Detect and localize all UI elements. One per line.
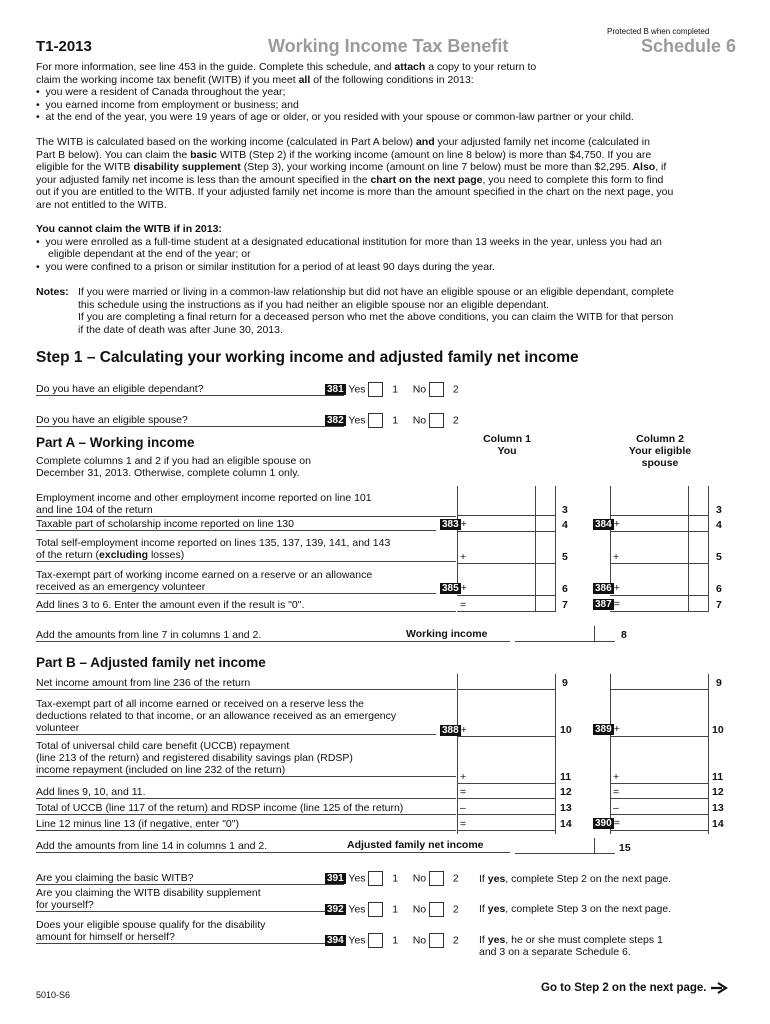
line-10-col1-field[interactable] xyxy=(457,724,556,737)
condition-bullet: • at the end of the year, you were 19 years of age or older, or you resided with your spouse or common-law partner or your child. xyxy=(36,111,634,123)
line-4-col2-field[interactable] xyxy=(610,519,709,532)
line-7-label: Add lines 3 to 6. Enter the amount even if the result is "0". xyxy=(36,599,456,612)
line-11-col1-field[interactable] xyxy=(457,771,556,784)
notes: Notes: If you were married or living in a common-law relationship but did not have an eligible spouse or an eligible dependant, complete this schedule using the instructions as if you had neither an eligible spouse nor an eligible dependant. If you are completing a final return for a deceased person who met the above conditions, you can claim the WITB for that person if the date of death was after June 30, 2013. xyxy=(36,286,674,336)
no-checkbox-382[interactable] xyxy=(429,413,444,428)
line-10-col2-field[interactable] xyxy=(610,724,709,737)
line-11-col2-field[interactable] xyxy=(610,771,709,784)
spouse-disability-instruction: If yes, he or she must complete steps 1 and 3 on a separate Schedule 6. xyxy=(479,934,663,958)
line-13-col1-field[interactable] xyxy=(457,802,556,815)
no-checkbox-394[interactable] xyxy=(429,933,444,948)
line-12-col2-field[interactable] xyxy=(610,786,709,799)
basic-witb-instruction: If yes, complete Step 2 on the next page. xyxy=(479,873,672,885)
line-15-label: Add the amounts from line 14 in columns 1 and 2. xyxy=(36,840,510,853)
line-6-col1-field[interactable] xyxy=(457,583,556,596)
yes-checkbox-392[interactable] xyxy=(368,902,383,917)
line-9-label: Net income amount from line 236 of the return xyxy=(36,677,456,690)
basic-witb-question: Are you claiming the basic WITB? xyxy=(36,872,344,885)
line-5-col1-field[interactable] xyxy=(457,551,556,564)
condition-bullet: • you were a resident of Canada throughout the year; xyxy=(36,86,286,98)
disability-supplement-instruction: If yes, complete Step 3 on the next page. xyxy=(479,903,672,915)
line-9-col2-field[interactable] xyxy=(610,677,709,690)
step1-heading: Step 1 – Calculating your working income and adjusted family net income xyxy=(36,349,579,366)
line-11-label: Total of universal child care benefit (UCCB) repayment (line 213 of the return) and registered disability savings plan (RDSP) income repayment (included on line 232 of the return) xyxy=(36,740,456,777)
column2-header: Column 2 Your eligible spouse xyxy=(628,433,692,469)
line-14-label: Line 12 minus line 13 (if negative, enter "0") xyxy=(36,818,456,831)
line-14-col2-field[interactable] xyxy=(610,818,709,831)
line-4-col1-field[interactable] xyxy=(457,519,556,532)
yes-checkbox-391[interactable] xyxy=(368,871,383,886)
arrow-right-icon xyxy=(710,982,728,994)
yesno-394: 394 Yes 1 No 2 xyxy=(327,934,459,947)
no-checkbox-391[interactable] xyxy=(429,871,444,886)
line-12-col1-field[interactable] xyxy=(457,786,556,799)
line-13-label: Total of UCCB (line 117 of the return) and RDSP income (line 125 of the return) xyxy=(36,802,456,815)
yesno-392: 392 Yes 1 No 2 xyxy=(327,903,459,916)
yes-checkbox-394[interactable] xyxy=(368,933,383,948)
no-checkbox-392[interactable] xyxy=(429,902,444,917)
working-income-label: Working income xyxy=(406,628,488,640)
yesno-382: 382 Yes 1 No 2 xyxy=(327,414,459,427)
intro-text: For more information, see line 453 in the guide. Complete this schedule, and attach a copy to your return to claim the working income tax benefit (WITB) if you meet all of the following conditions in 2013: • you were a resident of Canada throughout the year; • you earned income from employment or business; and • at the end of the year, you were 19 years of age or older, or you resided with your spouse or common-law partner or your child. xyxy=(36,61,736,124)
yes-checkbox-381[interactable] xyxy=(368,382,383,397)
part-a-heading: Part A – Working income xyxy=(36,435,195,450)
line-3-label: Employment income and other employment income reported on line 101 and line 104 of the return xyxy=(36,492,456,517)
yesno-391: 391 Yes 1 No 2 xyxy=(327,872,459,885)
yes-checkbox-382[interactable] xyxy=(368,413,383,428)
line-8-label: Add the amounts from line 7 in columns 1 and 2. xyxy=(36,629,510,642)
page-title: Working Income Tax Benefit xyxy=(268,36,509,56)
protected-label: Protected B when completed xyxy=(607,27,710,36)
form-code: 5010-S6 xyxy=(36,990,71,1000)
form-number: T1-2013 xyxy=(36,38,92,55)
no-checkbox-381[interactable] xyxy=(429,382,444,397)
part-b-heading: Part B – Adjusted family net income xyxy=(36,655,266,670)
disability-supplement-question: Are you claiming the WITB disability supplement for yourself? xyxy=(36,887,344,912)
dependant-question: Do you have an eligible dependant? xyxy=(36,383,344,396)
line-7-col2-field[interactable] xyxy=(610,599,709,612)
part-a-description: Complete columns 1 and 2 if you had an eligible spouse on December 31, 2013. Otherwise, complete column 1 only. xyxy=(36,455,311,479)
schedule-label: Schedule 6 xyxy=(641,36,737,56)
spouse-disability-question: Does your eligible spouse qualify for the disability amount for himself or herself? xyxy=(36,919,344,944)
line-12-label: Add lines 9, 10, and 11. xyxy=(36,786,456,799)
line-9-col1-field[interactable] xyxy=(457,677,556,690)
line-4-label: Taxable part of scholarship income reported on line 130 xyxy=(36,518,436,531)
column1-header: Column 1 You xyxy=(483,433,531,457)
line-5-col2-field[interactable] xyxy=(610,551,709,564)
line-13-col2-field[interactable] xyxy=(610,802,709,815)
line-5-label: Total self-employment income reported on lines 135, 137, 139, 141, and 143 of the return (excluding losses) xyxy=(36,537,456,562)
line-7-col1-field[interactable] xyxy=(457,599,556,612)
calculation-text: The WITB is calculated based on the working income (calculated in Part A below) and your adjusted family net income (calculated in Part B below). You can claim the basic WITB (Step 2) if the working income (amount on line 8 below) is more than $4,750. If you are eligible for the WITB disability supplement (Step 3), your working income (amount on line 7 below) must be more than $2,295. Also, if your adjusted family net income is less than the amount specified in the chart on the next page, you need to complete this form to find out if you are entitled to the WITB. If your adjusted family net income is more than the amount specified in the chart on the next page, you are not entitled to the WITB. xyxy=(36,136,674,211)
adjusted-family-net-income-label: Adjusted family net income xyxy=(347,839,484,851)
line-14-col1-field[interactable] xyxy=(457,818,556,831)
next-page-link[interactable]: Go to Step 2 on the next page. xyxy=(541,982,728,994)
adjusted-family-net-income-field[interactable] xyxy=(515,841,615,854)
condition-bullet: • you earned income from employment or business; and xyxy=(36,98,299,111)
working-income-field[interactable] xyxy=(515,629,615,642)
yesno-381: 381 Yes 1 No 2 xyxy=(327,383,459,396)
line-6-label: Tax-exempt part of working income earned on a reserve or an allowance received as an emergency volunteer xyxy=(36,569,436,594)
line-6-col2-field[interactable] xyxy=(610,583,709,596)
spouse-question: Do you have an eligible spouse? xyxy=(36,414,344,427)
line-10-label: Tax-exempt part of all income earned or received on a reserve less the deductions related to that income, or an allowance received as an emergency volunteer xyxy=(36,698,436,735)
cannot-claim: You cannot claim the WITB if in 2013: • you were enrolled as a full-time student at a designated educational institution for more than 13 weeks in the year, unless you had an eligible dependant at the end of the year; or • you were confined to a prison or similar institution for a period of at least 90 days during the year. xyxy=(36,223,662,273)
